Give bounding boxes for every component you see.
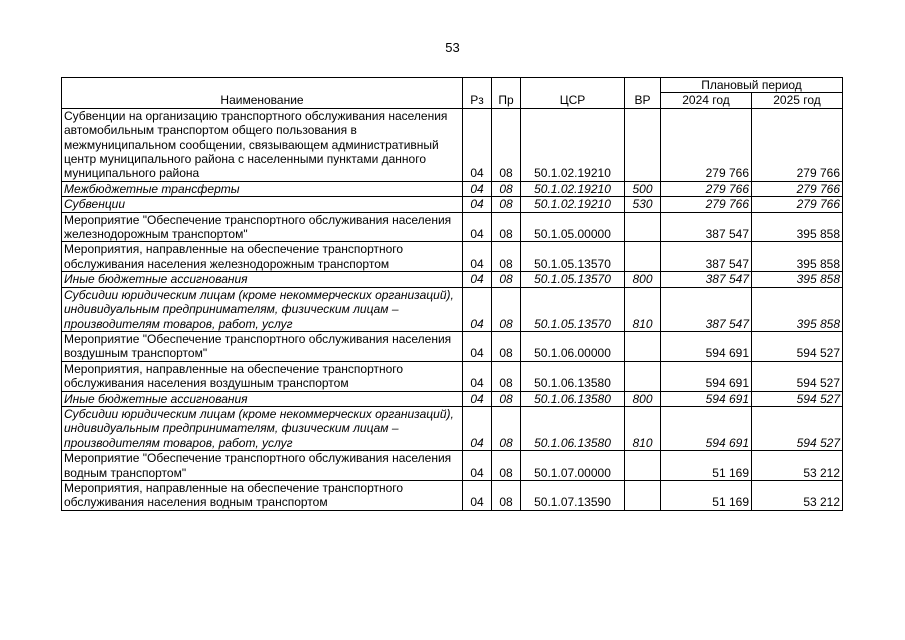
row-2024: 387 547: [661, 212, 752, 242]
row-csr: 50.1.05.13570: [521, 242, 625, 272]
row-vr: [625, 331, 661, 361]
row-name: Субсидии юридическим лицам (кроме некоммерческих организаций), индивидуальным предпринимателям, физическим лицам – производителям товаров, работ, услуг: [62, 406, 463, 450]
header-rz: Рз: [463, 78, 492, 109]
table-row: [62, 451, 843, 481]
row-csr: 50.1.02.19210: [521, 181, 625, 196]
header-csr: ЦСР: [521, 78, 625, 109]
row-pr: 08: [492, 331, 521, 361]
row-vr: 810: [625, 406, 661, 450]
row-rz: 04: [463, 406, 492, 450]
header-plan-period: Плановый период: [661, 78, 843, 93]
row-2024: 279 766: [661, 181, 752, 196]
row-vr: [625, 451, 661, 481]
row-2024: 279 766: [661, 108, 752, 181]
table-row: [62, 108, 843, 181]
row-csr: 50.1.06.13580: [521, 406, 625, 450]
row-vr: [625, 108, 661, 181]
row-2025: 594 527: [752, 406, 843, 450]
row-vr: 500: [625, 181, 661, 196]
row-pr: 08: [492, 480, 521, 510]
row-pr: 08: [492, 212, 521, 242]
budget-table: [61, 77, 843, 511]
header-name: Наименование: [62, 78, 463, 109]
row-rz: 04: [463, 361, 492, 391]
row-2024: 279 766: [661, 197, 752, 212]
row-2025: 279 766: [752, 181, 843, 196]
table-row: [62, 406, 843, 450]
row-rz: 04: [463, 287, 492, 331]
row-name: Субвенции: [62, 197, 463, 212]
header-2025: 2025 год: [752, 93, 843, 108]
row-name: Мероприятия, направленные на обеспечение транспортного обслуживания населения железнодорожным транспортом: [62, 242, 463, 272]
row-2024: 387 547: [661, 242, 752, 272]
row-pr: 08: [492, 197, 521, 212]
row-csr: 50.1.05.00000: [521, 212, 625, 242]
row-rz: 04: [463, 181, 492, 196]
row-2025: 279 766: [752, 108, 843, 181]
row-2025: 594 527: [752, 391, 843, 406]
row-2025: 395 858: [752, 212, 843, 242]
row-vr: [625, 361, 661, 391]
row-vr: 800: [625, 272, 661, 287]
row-pr: 08: [492, 406, 521, 450]
table-row: [62, 480, 843, 510]
row-vr: [625, 480, 661, 510]
row-rz: 04: [463, 480, 492, 510]
row-name: Мероприятие "Обеспечение транспортного обслуживания населения железнодорожным транспортом": [62, 212, 463, 242]
row-pr: 08: [492, 391, 521, 406]
row-rz: 04: [463, 272, 492, 287]
row-csr: 50.1.07.13590: [521, 480, 625, 510]
row-csr: 50.1.02.19210: [521, 197, 625, 212]
row-2025: 53 212: [752, 451, 843, 481]
row-2025: 279 766: [752, 197, 843, 212]
row-name: Иные бюджетные ассигнования: [62, 272, 463, 287]
row-name: Субсидии юридическим лицам (кроме некоммерческих организаций), индивидуальным предпринимателям, физическим лицам – производителям товаров, работ, услуг: [62, 287, 463, 331]
row-2025: 594 527: [752, 361, 843, 391]
row-rz: 04: [463, 197, 492, 212]
row-csr: 50.1.06.13580: [521, 361, 625, 391]
row-2025: 53 212: [752, 480, 843, 510]
table-row: [62, 242, 843, 272]
row-name: Мероприятия, направленные на обеспечение транспортного обслуживания населения воздушным транспортом: [62, 361, 463, 391]
row-2024: 594 691: [661, 331, 752, 361]
row-2024: 51 169: [661, 451, 752, 481]
row-pr: 08: [492, 181, 521, 196]
page-number: 53: [445, 40, 460, 55]
header-2024: 2024 год: [661, 93, 752, 108]
table-row: [62, 331, 843, 361]
row-pr: 08: [492, 242, 521, 272]
table-row: [62, 287, 843, 331]
row-vr: 800: [625, 391, 661, 406]
row-pr: 08: [492, 287, 521, 331]
row-pr: 08: [492, 361, 521, 391]
row-2024: 594 691: [661, 391, 752, 406]
table-row: [62, 361, 843, 391]
row-2024: 51 169: [661, 480, 752, 510]
row-rz: 04: [463, 391, 492, 406]
row-vr: 530: [625, 197, 661, 212]
row-2025: 395 858: [752, 272, 843, 287]
row-2025: 395 858: [752, 287, 843, 331]
row-name: Мероприятие "Обеспечение транспортного обслуживания населения водным транспортом": [62, 451, 463, 481]
table-row: [62, 197, 843, 212]
header-pr: Пр: [492, 78, 521, 109]
row-pr: 08: [492, 272, 521, 287]
row-vr: [625, 242, 661, 272]
table-row: [62, 391, 843, 406]
row-csr: 50.1.06.00000: [521, 331, 625, 361]
table-row: [62, 181, 843, 196]
row-csr: 50.1.06.13580: [521, 391, 625, 406]
row-vr: [625, 212, 661, 242]
row-name: Иные бюджетные ассигнования: [62, 391, 463, 406]
row-rz: 04: [463, 451, 492, 481]
row-vr: 810: [625, 287, 661, 331]
table-row: [62, 212, 843, 242]
table-row: [62, 272, 843, 287]
row-pr: 08: [492, 451, 521, 481]
row-name: Межбюджетные трансферты: [62, 181, 463, 196]
row-rz: 04: [463, 242, 492, 272]
row-csr: 50.1.07.00000: [521, 451, 625, 481]
row-name: Мероприятия, направленные на обеспечение транспортного обслуживания населения водным транспортом: [62, 480, 463, 510]
row-2025: 395 858: [752, 242, 843, 272]
row-csr: 50.1.05.13570: [521, 287, 625, 331]
row-csr: 50.1.02.19210: [521, 108, 625, 181]
row-name: Мероприятие "Обеспечение транспортного обслуживания населения воздушным транспортом": [62, 331, 463, 361]
row-2024: 594 691: [661, 406, 752, 450]
row-2024: 594 691: [661, 361, 752, 391]
row-2025: 594 527: [752, 331, 843, 361]
header-vr: ВР: [625, 78, 661, 109]
row-rz: 04: [463, 331, 492, 361]
row-2024: 387 547: [661, 272, 752, 287]
row-rz: 04: [463, 212, 492, 242]
row-2024: 387 547: [661, 287, 752, 331]
row-name: Субвенции на организацию транспортного обслуживания населения автомобильным транспортом общего пользования в межмуниципальном сообщении, связывающем административный центр муниципального района с населенными пунктами данного муниципального района: [62, 108, 463, 181]
row-rz: 04: [463, 108, 492, 181]
row-csr: 50.1.05.13570: [521, 272, 625, 287]
row-pr: 08: [492, 108, 521, 181]
